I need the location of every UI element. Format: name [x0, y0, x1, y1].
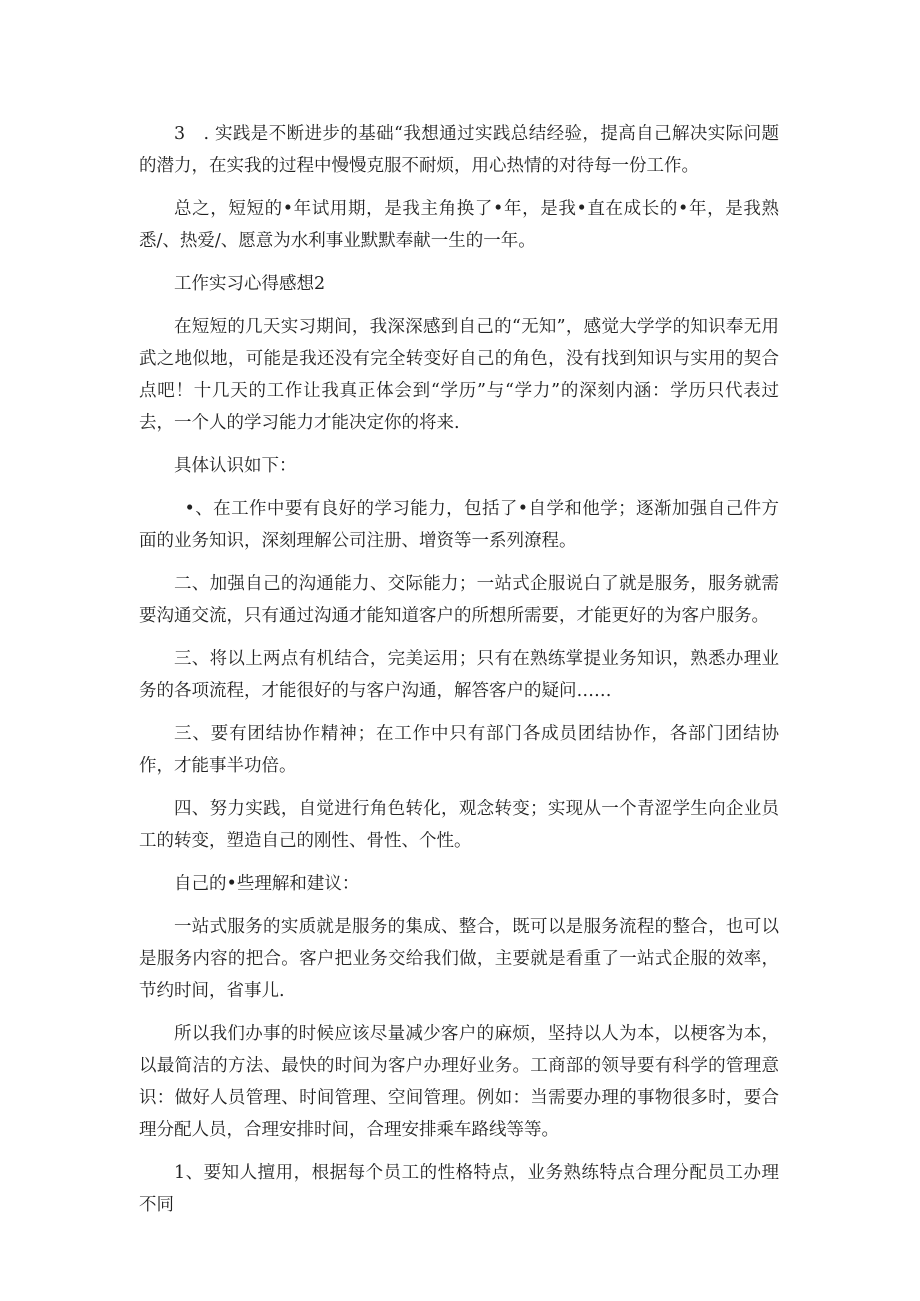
paragraph-service-essence: 一站式服务的实质就是服务的集成、整合，既可以是服务流程的整合，也可以是服务内容的把合。客户把业务交给我们做，主要就是看重了一站式企服的效率，节约时间，省事儿. [139, 917, 779, 1001]
paragraph-list-intro: 具体认识如下： [174, 456, 297, 476]
list-item-combination: 三、将以上两点有机结合，完美运用；只有在熟练掌提业务知识，熟悉办理业务的各项流程，才能很好的与客户沟通，解答客户的疑问…… [139, 649, 779, 701]
paragraph-intro: 在短短的几天实习期间，我深深感到自己的“无知”，感觉大学学的知识奉无用武之地似地，可能是我还没有完全转变好自己的角色，没有找到知识与实用的契合点吧！十几天的工作让我真正体会到“学历”与“学力”的深刻内涵：学历只代表过去，一个人的学习能力才能决定你的将来. [139, 317, 779, 433]
list-item-learning: •、在工作中要有良好的学习能力，包括了•自学和他学；逐渐加强自己件方面的业务知识，深刻理解公司注册、增资等一系列潦程。 [139, 499, 779, 551]
list-item-teamwork: 三、要有团结协作精神；在工作中只有部门各成员团结协作，各部门团结协作，才能事半功倍。 [139, 724, 779, 776]
section-heading: 工作实习心得感想2 [174, 274, 326, 294]
paragraph-management: 所以我们办事的时候应该尽量减少客户的麻烦，坚持以人为本，以梗客为本，以最简洁的方法、最快的时间为客户办理好业务。工商部的领导要有科学的管理意识：做好人员管理、时间管理、空间管理。例如：当需要办理的事物很多时，要合理分配人员，合理安排时间，合理安排乘车路线等等。 [139, 1024, 779, 1140]
paragraph-summary: 总之，短短的•年试用期，是我主角换了•年，是我•直在成长的•年，是我熟悉/、热爱/、愿意为水利事业默默奉献一生的一年。 [139, 199, 779, 251]
document-body [139, 118, 779, 1232]
paragraph-practice-point: 3 . 实践是不断进步的基础“我想通过实践总结经验，提高自己解决实际问题的潜力，在实我的过程中慢慢克服不耐烦，用心热情的对待每一份工作。 [139, 124, 779, 176]
paragraph-staffing: 1、要知人擅用，根据每个员工的性格特点，业务熟练特点合理分配员工办理不同 [139, 1163, 779, 1215]
list-item-practice: 四、努力实践，自觉进行角色转化，观念转变；实现从一个青涩学生向企业员工的转变，塑造自己的刚性、骨性、个性。 [139, 799, 779, 851]
paragraph-suggestions-heading: 自己的•些理解和建议： [174, 874, 360, 894]
list-item-communication: 二、加强自己的沟通能力、交际能力；一站式企服说白了就是服务，服务就需要沟通交流，只有通过沟通才能知道客户的所想所需要，才能更好的为客户服务。 [139, 574, 779, 626]
